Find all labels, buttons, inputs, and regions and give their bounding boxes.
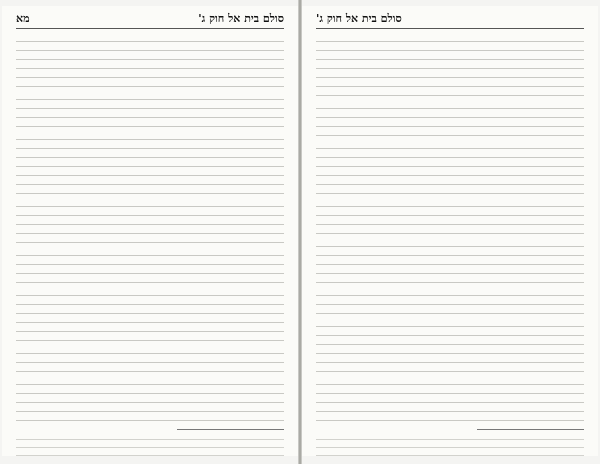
right-body-text (316, 35, 584, 423)
left-page-number: מא (16, 12, 30, 25)
illegible-text-texture (16, 35, 284, 89)
illegible-text-texture (16, 93, 284, 129)
right-page (302, 6, 598, 456)
illegible-text-texture (316, 289, 584, 316)
left-paragraph-8 (16, 378, 284, 423)
illegible-text-texture (16, 378, 284, 423)
illegible-text-texture (16, 289, 284, 343)
left-running-head (16, 12, 284, 29)
left-paragraph-5 (16, 249, 284, 285)
right-footnote-rule (477, 429, 584, 430)
left-paragraph-4 (16, 200, 284, 245)
left-page (2, 6, 298, 456)
illegible-text-texture (316, 240, 584, 285)
left-footnote-1 (16, 434, 284, 456)
illegible-text-texture (316, 35, 584, 98)
right-paragraph-6 (316, 289, 584, 316)
right-paragraph-7 (316, 320, 584, 374)
left-paragraph-7 (16, 347, 284, 374)
right-running-head (316, 12, 584, 29)
illegible-text-texture (16, 347, 284, 374)
illegible-text-texture (16, 133, 284, 196)
illegible-text-texture (316, 142, 584, 196)
illegible-text-texture (316, 200, 584, 236)
right-paragraph-1 (316, 35, 584, 98)
right-paragraph-4 (316, 200, 584, 236)
left-paragraph-2 (16, 93, 284, 129)
right-footnote-1 (316, 434, 584, 456)
right-paragraph-2 (316, 102, 584, 138)
left-running-head-title: סולם בית אל חוק ג' (198, 12, 284, 25)
right-paragraph-8 (316, 378, 584, 423)
illegible-text-texture (316, 320, 584, 374)
right-paragraph-5 (316, 240, 584, 285)
illegible-text-texture (316, 434, 584, 456)
illegible-text-texture (316, 378, 584, 423)
illegible-text-texture (16, 249, 284, 285)
left-paragraph-1 (16, 35, 284, 89)
left-footnote-rule (177, 429, 284, 430)
right-running-head-title: סולם בית אל חוק ג' (316, 12, 402, 25)
illegible-text-texture (316, 102, 584, 138)
left-paragraph-3 (16, 133, 284, 196)
right-paragraph-3 (316, 142, 584, 196)
illegible-text-texture (16, 200, 284, 245)
left-body-text (16, 35, 284, 423)
left-paragraph-6 (16, 289, 284, 343)
illegible-text-texture (16, 434, 284, 456)
